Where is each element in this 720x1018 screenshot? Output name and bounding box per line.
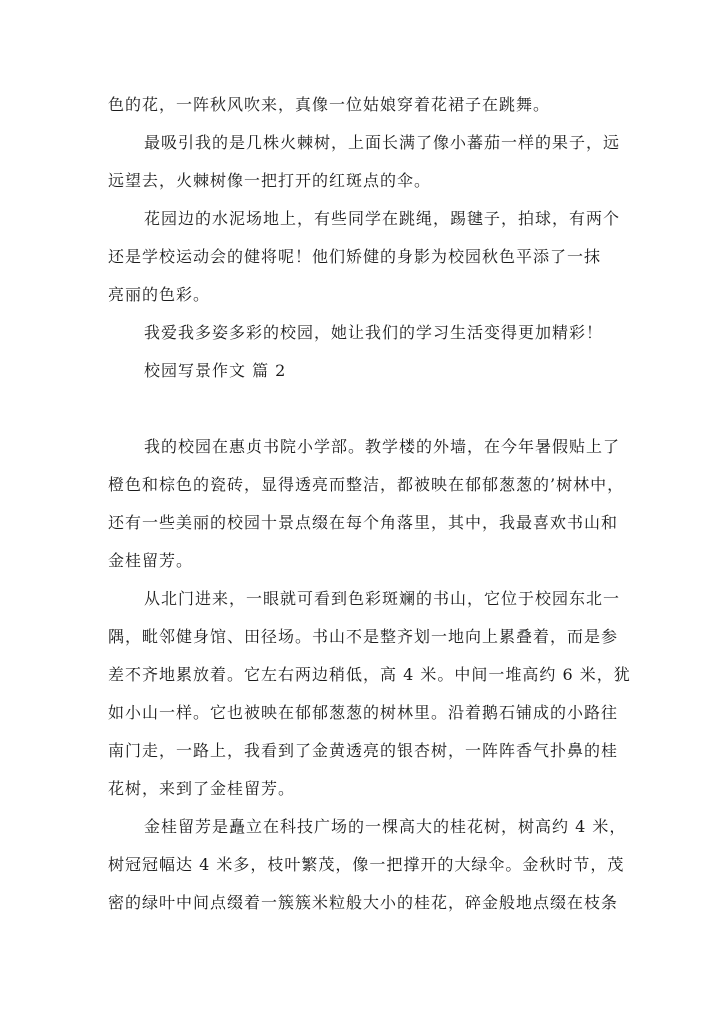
text-line: 隅，毗邻健身馆、田径场。书山不是整齐划一地向上累叠着，而是参: [108, 627, 619, 646]
text-line: 金桂留芳是矗立在科技广场的一棵高大的桂花树，树高约 4 米，: [144, 817, 627, 836]
text-line: 我的校园在惠贞书院小学部。教学楼的外墙，在今年暑假贴上了: [144, 437, 621, 456]
text-line: 金桂留芳。: [108, 551, 194, 570]
text-line: 橙色和棕色的瓷砖，显得透亮而整洁，都被映在郁郁葱葱的’树林中，: [108, 475, 625, 494]
text-line: 色的花，一阵秋风吹来，真像一位姑娘穿着花裙子在跳舞。: [108, 95, 551, 114]
text-line: 花园边的水泥场地上，有些同学在跳绳，踢毽子，拍球，有两个: [144, 209, 621, 228]
text-line: 亮丽的色彩。: [108, 285, 211, 304]
text-line: 差不齐地累放着。它左右两边稍低，高 4 米。中间一堆高约 6 米，犹: [108, 665, 631, 684]
text-line: 远望去，火棘树像一把打开的红斑点的伞。: [108, 171, 432, 190]
text-line: 还是学校运动会的健将呢！他们矫健的身影为校园秋色平添了一抹: [108, 247, 602, 266]
text-line: 花树，来到了金桂留芳。: [108, 779, 296, 798]
section-heading: 校园写景作文 篇 2: [144, 361, 287, 380]
text-line: 南门走，一路上，我看到了金黄透亮的银杏树，一阵阵香气扑鼻的桂: [108, 741, 619, 760]
text-line: 如小山一样。它也被映在郁郁葱葱的树林里。沿着鹅石铺成的小路往: [108, 703, 619, 722]
text-line: 最吸引我的是几株火棘树，上面长满了像小蕃茄一样的果子，远: [144, 133, 621, 152]
text-line: 我爱我多姿多彩的校园，她让我们的学习生活变得更加精彩！: [144, 323, 604, 342]
text-line: 树冠冠幅达 4 米多，枝叶繁茂，像一把撑开的大绿伞。金秋时节，茂: [108, 855, 625, 874]
text-line: 还有一些美丽的校园十景点缀在每个角落里，其中，我最喜欢书山和: [108, 513, 619, 532]
text-line: 从北门进来，一眼就可看到色彩斑斓的书山，它位于校园东北一: [144, 589, 621, 608]
text-line: 密的绿叶中间点缀着一簇簇米粒般大小的桂花，碎金般地点缀在枝条: [108, 893, 619, 912]
